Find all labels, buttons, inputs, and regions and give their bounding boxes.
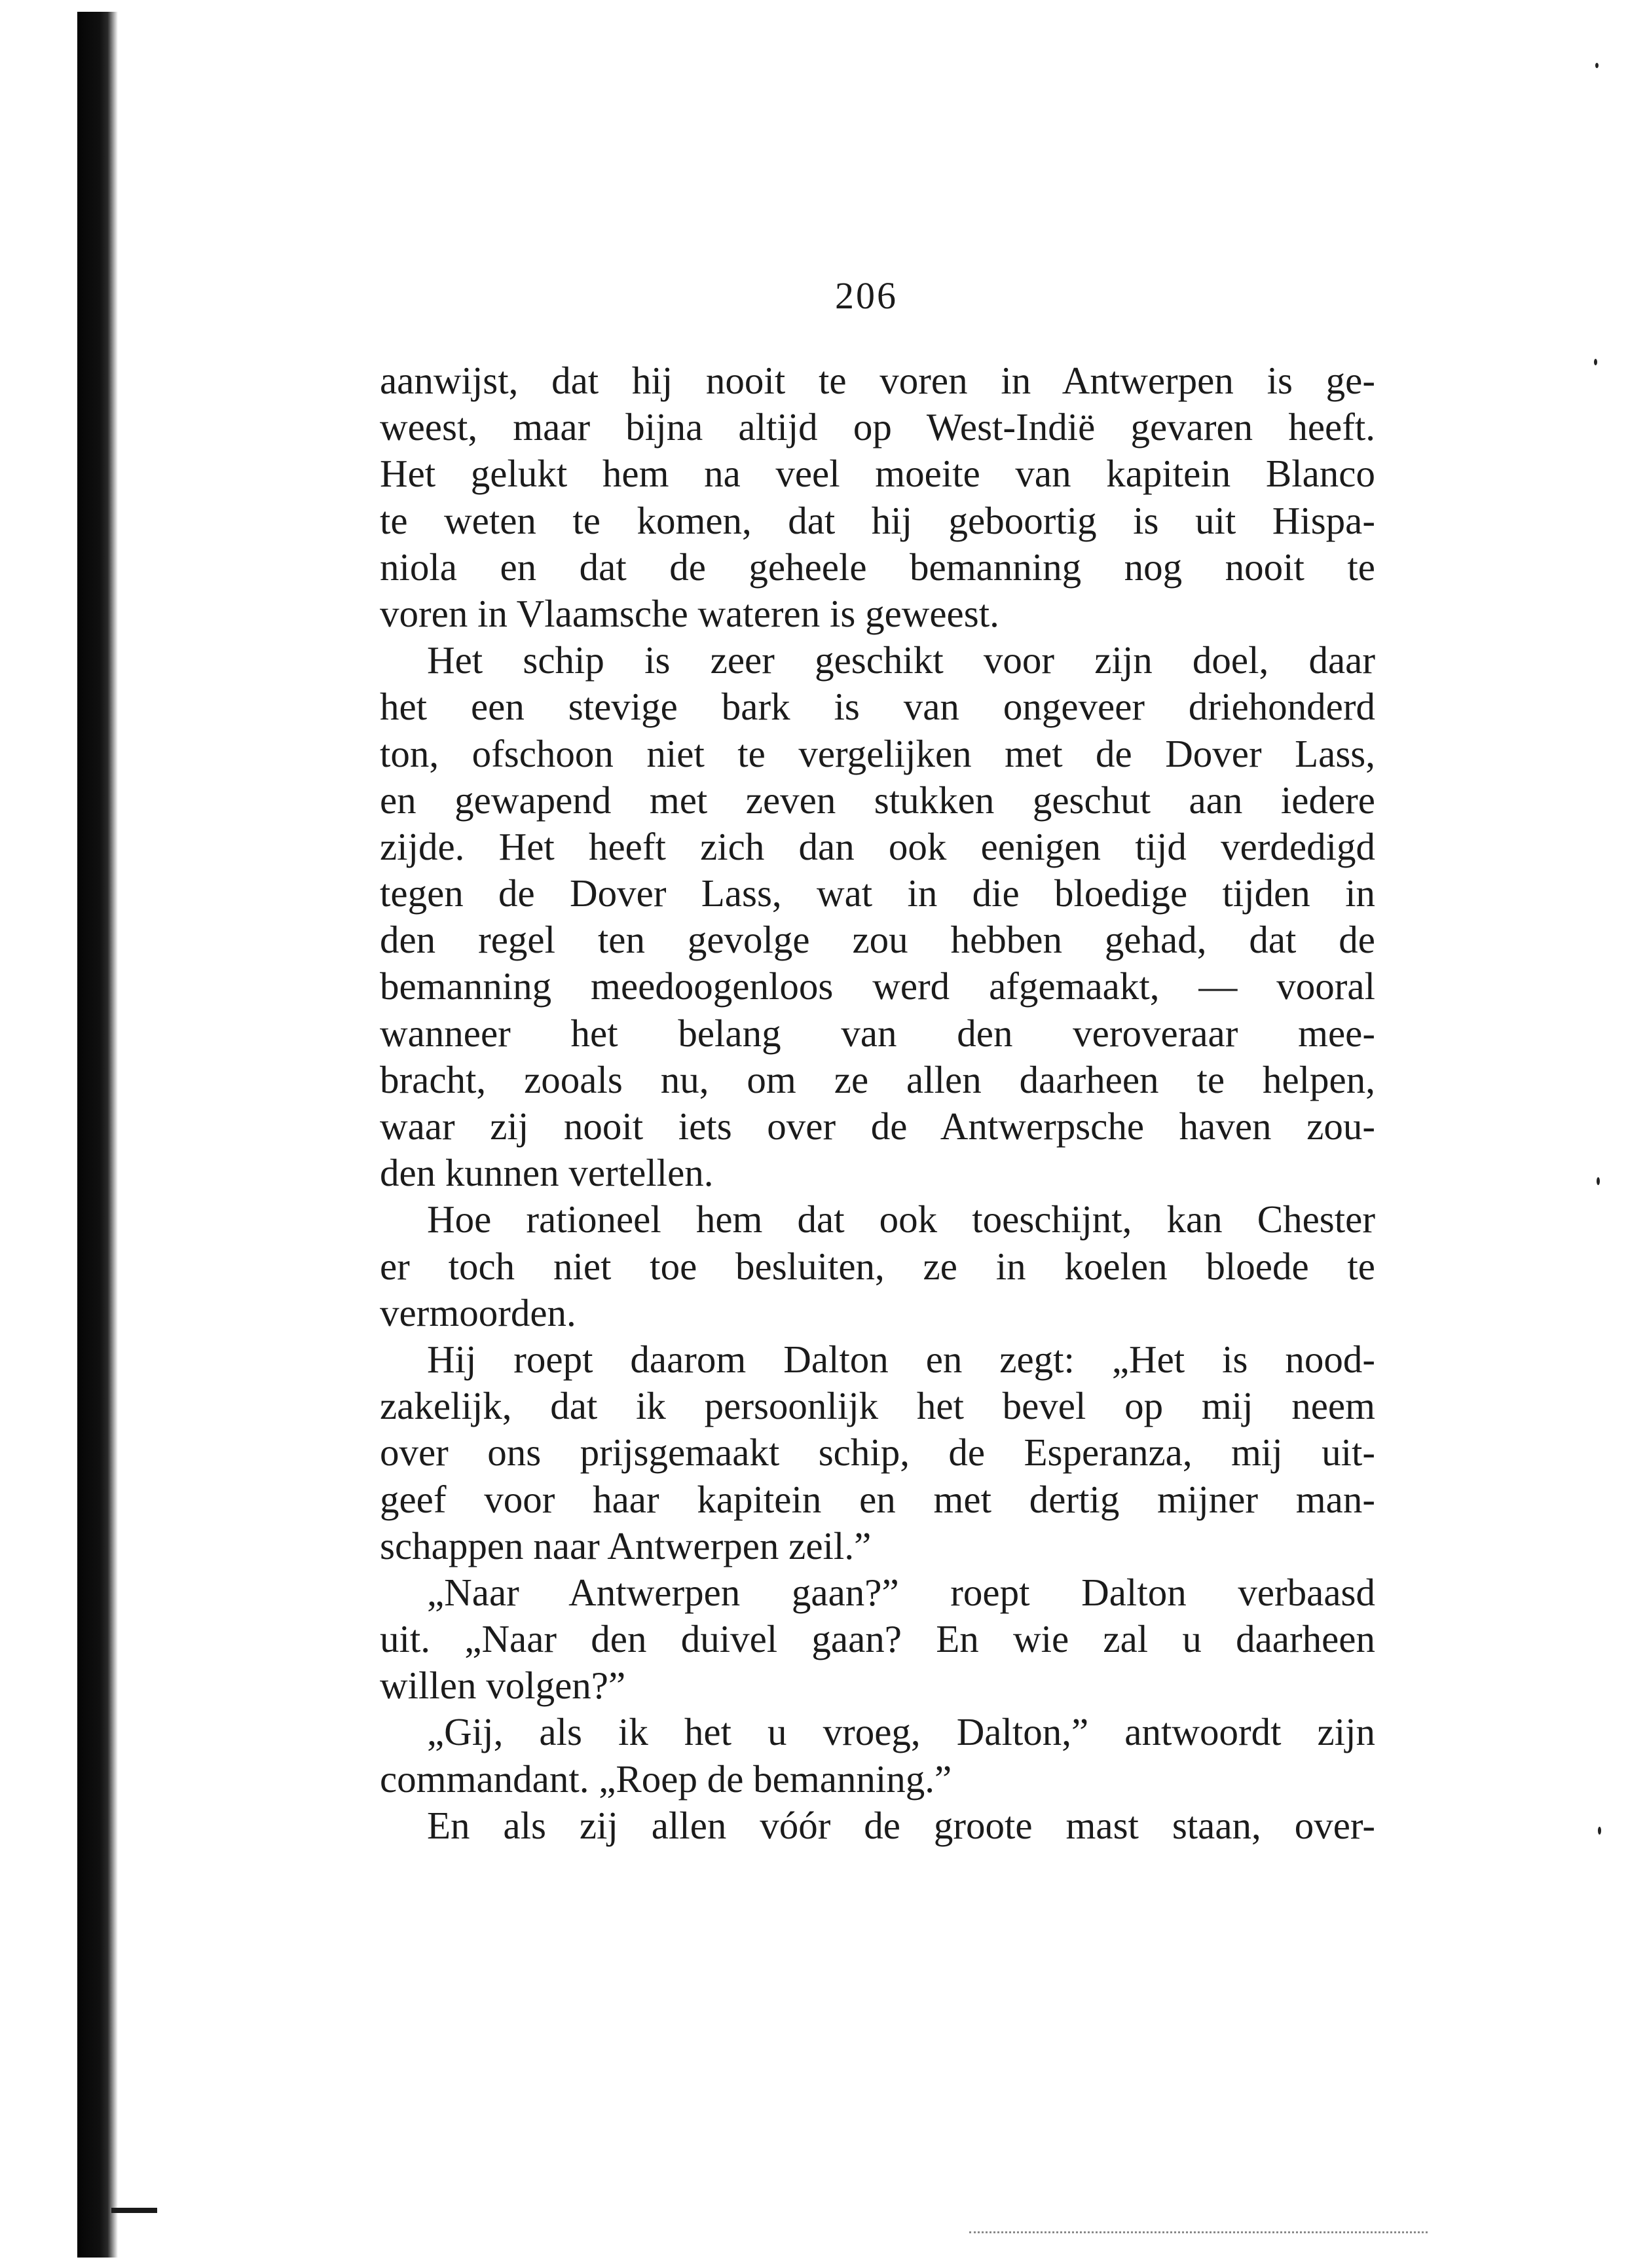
page-number: 206 [835, 274, 898, 317]
text-line: weest, maar bijna altijd op West-Indië gevaren heeft. [380, 405, 1375, 449]
text-line: geef voor haar kapitein en met dertig mijner man- [380, 1477, 1375, 1521]
margin-speck [1597, 1177, 1600, 1185]
text-line: en gewapend met zeven stukken geschut aan iedere [380, 778, 1375, 822]
text-line: uit. „Naar den duivel gaan? En wie zal u daarheen [380, 1617, 1375, 1661]
binding-edge [77, 12, 118, 2258]
binding-edge-foot [111, 2208, 157, 2213]
body-text [380, 357, 1375, 1849]
text-line: voren in Vlaamsche wateren is geweest. [380, 591, 999, 635]
text-line: Het schip is zeer geschikt voor zijn doel, daar [427, 638, 1375, 682]
text-line: wanneer het belang van den veroveraar mee- [380, 1011, 1375, 1055]
text-line: zijde. Het heeft zich dan ook eenigen tijd verdedigd [380, 824, 1375, 868]
text-line: tegen de Dover Lass, wat in die bloedige tijden in [380, 871, 1375, 915]
text-line: den regel ten gevolge zou hebben gehad, dat de [380, 918, 1375, 962]
text-line: Het gelukt hem na veel moeite van kapitein Blanco [380, 452, 1375, 496]
text-line: „Naar Antwerpen gaan?” roept Dalton verbaasd [427, 1570, 1375, 1614]
text-line: schappen naar Antwerpen zeil.” [380, 1524, 872, 1567]
margin-speck [1598, 1827, 1601, 1835]
text-line: bracht, zooals nu, om ze allen daarheen te helpen, [380, 1057, 1375, 1101]
text-line: ton, ofschoon niet te vergelijken met de Dover Lass, [380, 731, 1375, 775]
text-line: over ons prijsgemaakt schip, de Esperanza, mij uit- [380, 1431, 1375, 1474]
text-line: waar zij nooit iets over de Antwerpsche haven zou- [380, 1105, 1375, 1148]
text-line: er toch niet toe besluiten, ze in koelen bloede te [380, 1244, 1375, 1288]
text-line: Hoe rationeel hem dat ook toeschijnt, kan Chester [427, 1198, 1375, 1241]
text-line: te weten te komen, dat hij geboortig is uit Hispa- [380, 498, 1375, 542]
text-line: zakelijk, dat ik persoonlijk het bevel op mij neem [380, 1384, 1375, 1428]
text-line: niola en dat de geheele bemanning nog nooit te [380, 545, 1375, 589]
margin-speck [1595, 63, 1599, 68]
text-line: „Gij, als ik het u vroeg, Dalton,” antwoordt zijn [427, 1710, 1375, 1754]
text-line: het een stevige bark is van ongeveer driehonderd [380, 685, 1375, 729]
text-line: Hij roept daarom Dalton en zegt: „Het is nood- [427, 1337, 1375, 1381]
text-line: willen volgen?” [380, 1664, 626, 1708]
text-line: En als zij allen vóór de groote mast staan, over- [427, 1803, 1375, 1847]
text-line: commandant. „Roep de bemanning.” [380, 1757, 952, 1801]
text-line: vermoorden. [380, 1290, 576, 1334]
text-line: aanwijst, dat hij nooit te voren in Antwerpen is ge- [380, 359, 1375, 402]
margin-speck [1594, 359, 1597, 365]
bottom-rule [969, 2231, 1428, 2233]
text-line: bemanning meedoogenloos werd afgemaakt, — vooral [380, 964, 1375, 1008]
text-line: den kunnen vertellen. [380, 1151, 714, 1195]
